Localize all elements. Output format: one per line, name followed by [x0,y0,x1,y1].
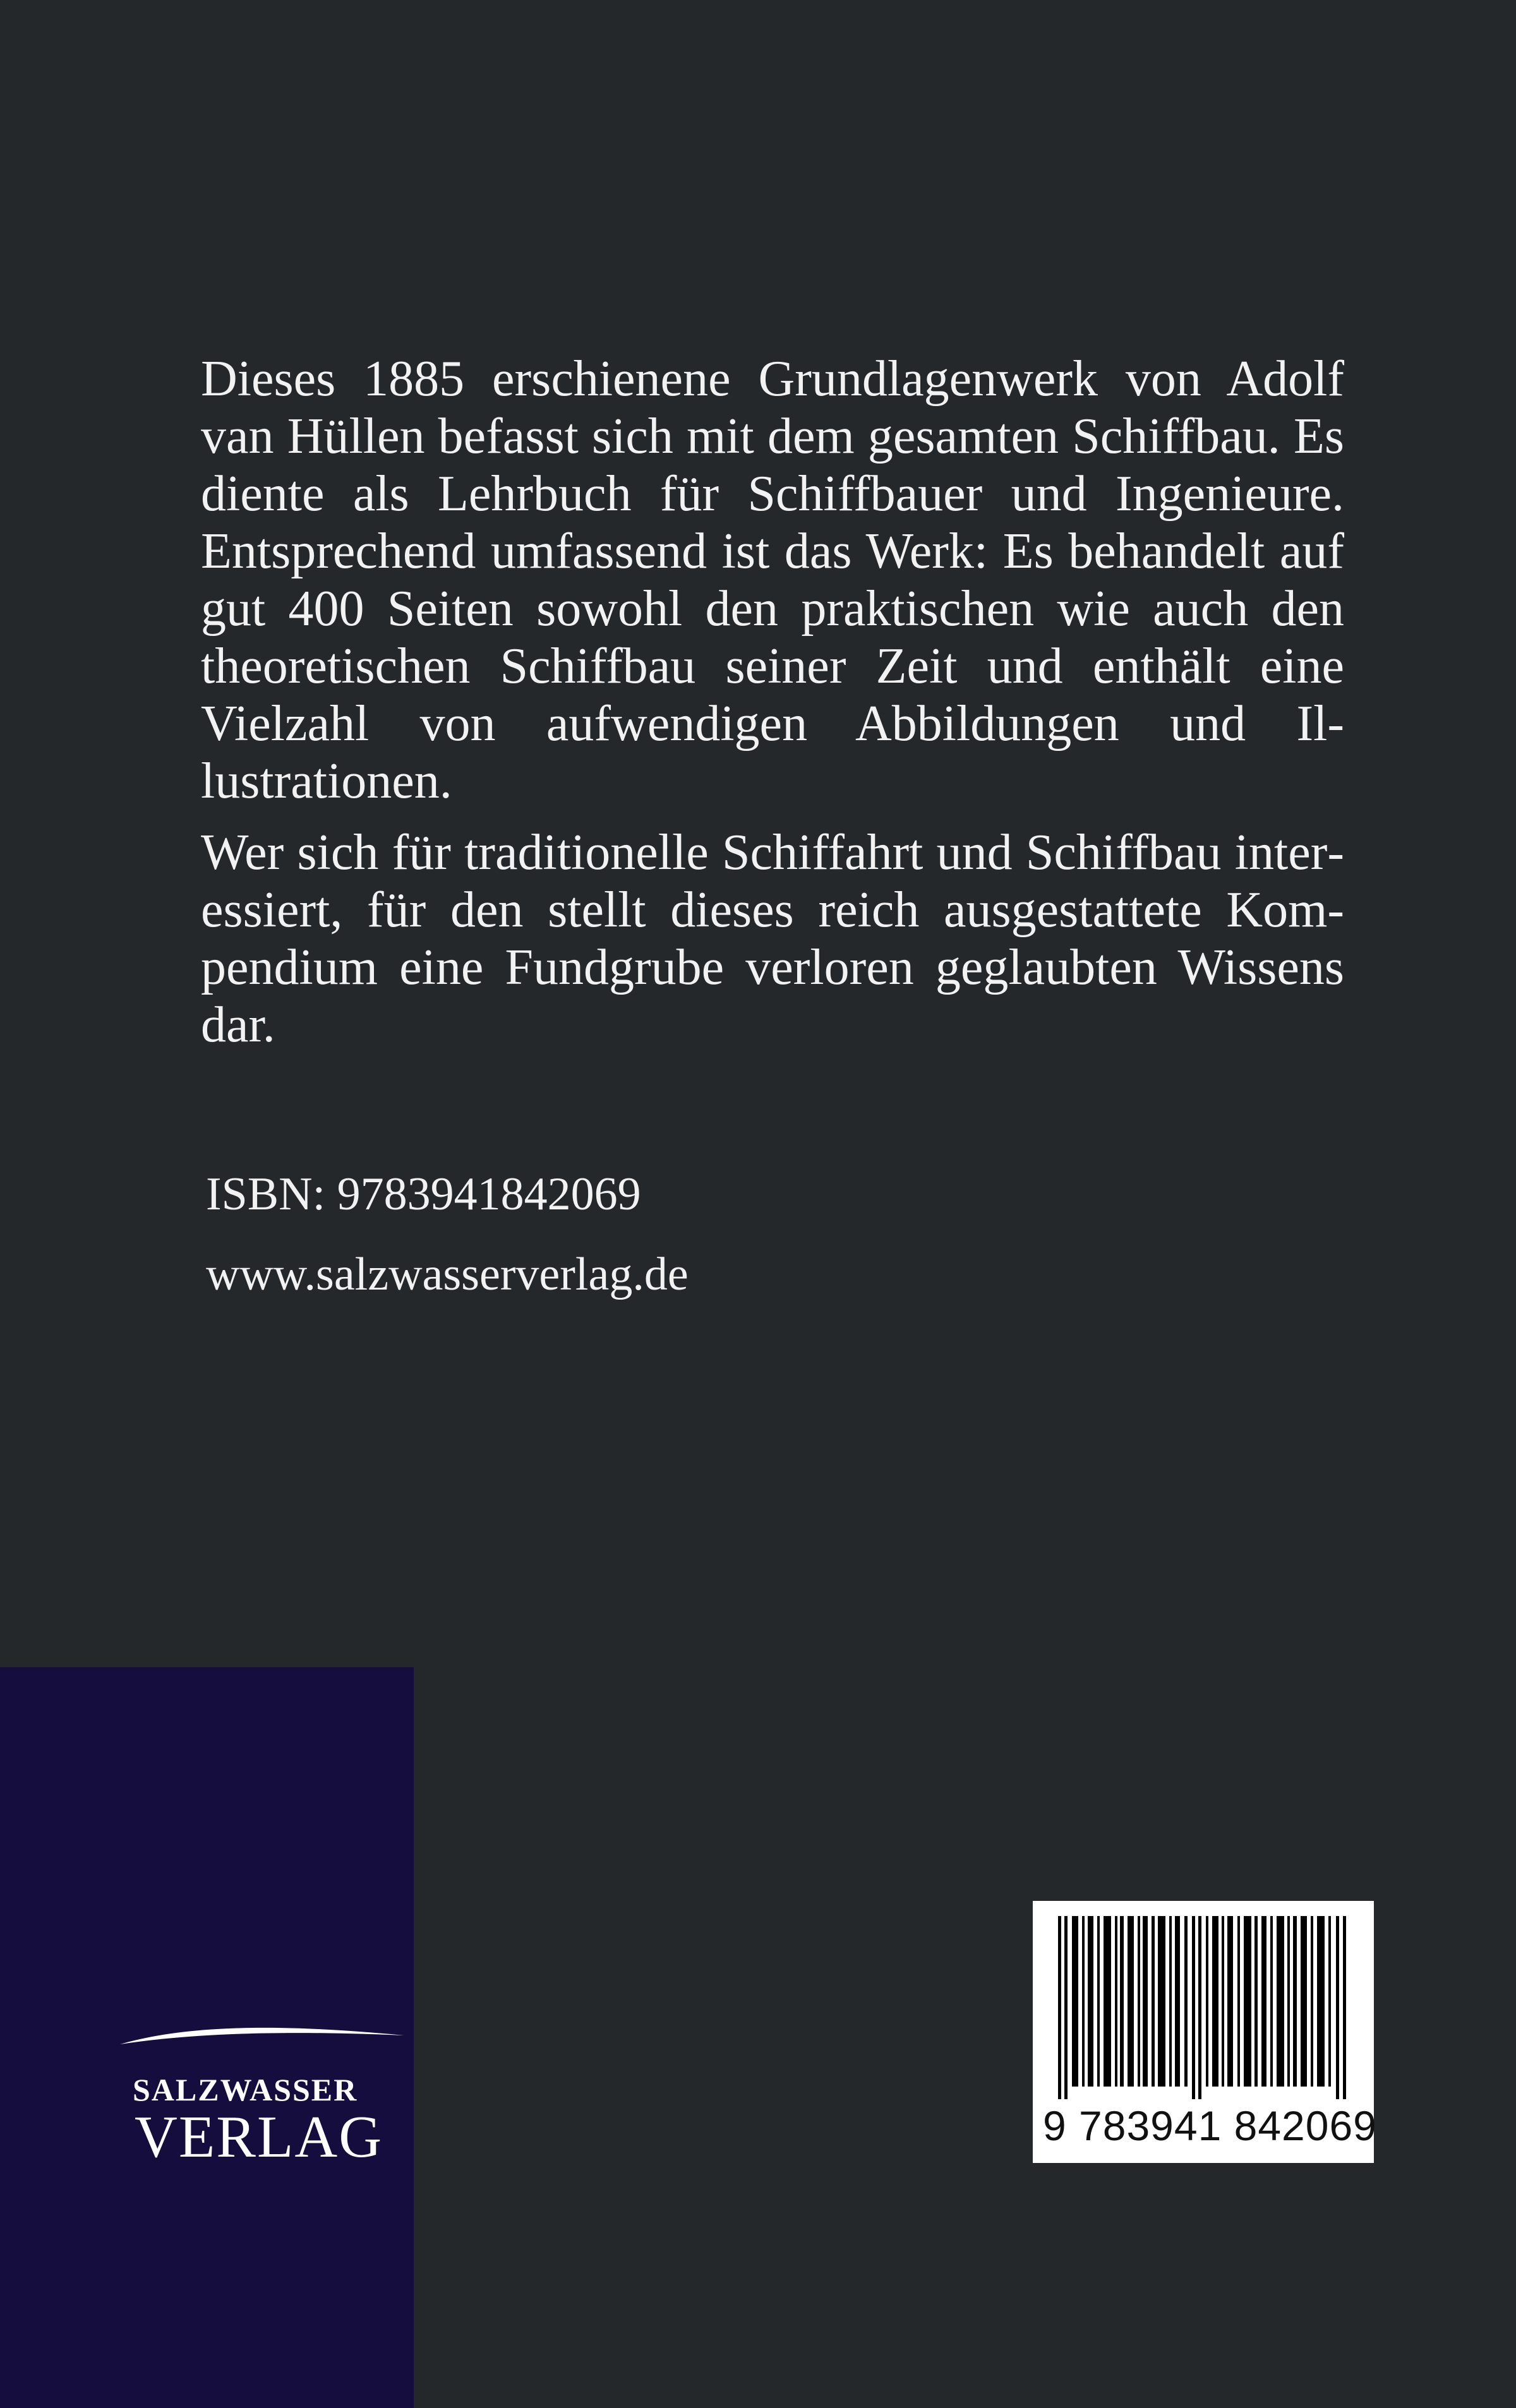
barcode-digits: 9 783941 842069 [1043,2102,1377,2149]
barcode-icon [1058,1916,1349,2099]
publisher-website: www.salzwasserverlag.de [206,1249,689,1300]
isbn-barcode [1033,1901,1377,2163]
wave-swoosh-icon [120,2024,404,2049]
isbn-text: ISBN: 9783941842069 [206,1168,641,1220]
description-paragraph-2: Wer sich für traditionelle Schiffahrt und Schiffbau interessiert, für den stellt dieses reich ausgestattete Kompendium eine Fundgrube verloren geglaubten Wissens dar. [201,825,1344,1053]
publisher-logo-line-1: SALZWASSER [133,2072,358,2107]
publisher-logo-line-2: VERLAG [135,2104,383,2170]
book-description [201,350,1344,1054]
description-paragraph-1: Dieses 1885 erschienene Grundlagenwerk von Adolf van Hüllen befasst sich mit dem gesamten Schiffbau. Es diente als Lehrbuch für Schiffbauer und Ingenieure. Entsprechend umfassend ist das Werk: Es behandelt auf gut 400 Seiten sowohl den praktischen wie auch den theoretischen Schiffbau seiner Zeit und enthält eine Vielzahl von aufwendigen Abbildungen und Illustrationen. [201,351,1344,809]
